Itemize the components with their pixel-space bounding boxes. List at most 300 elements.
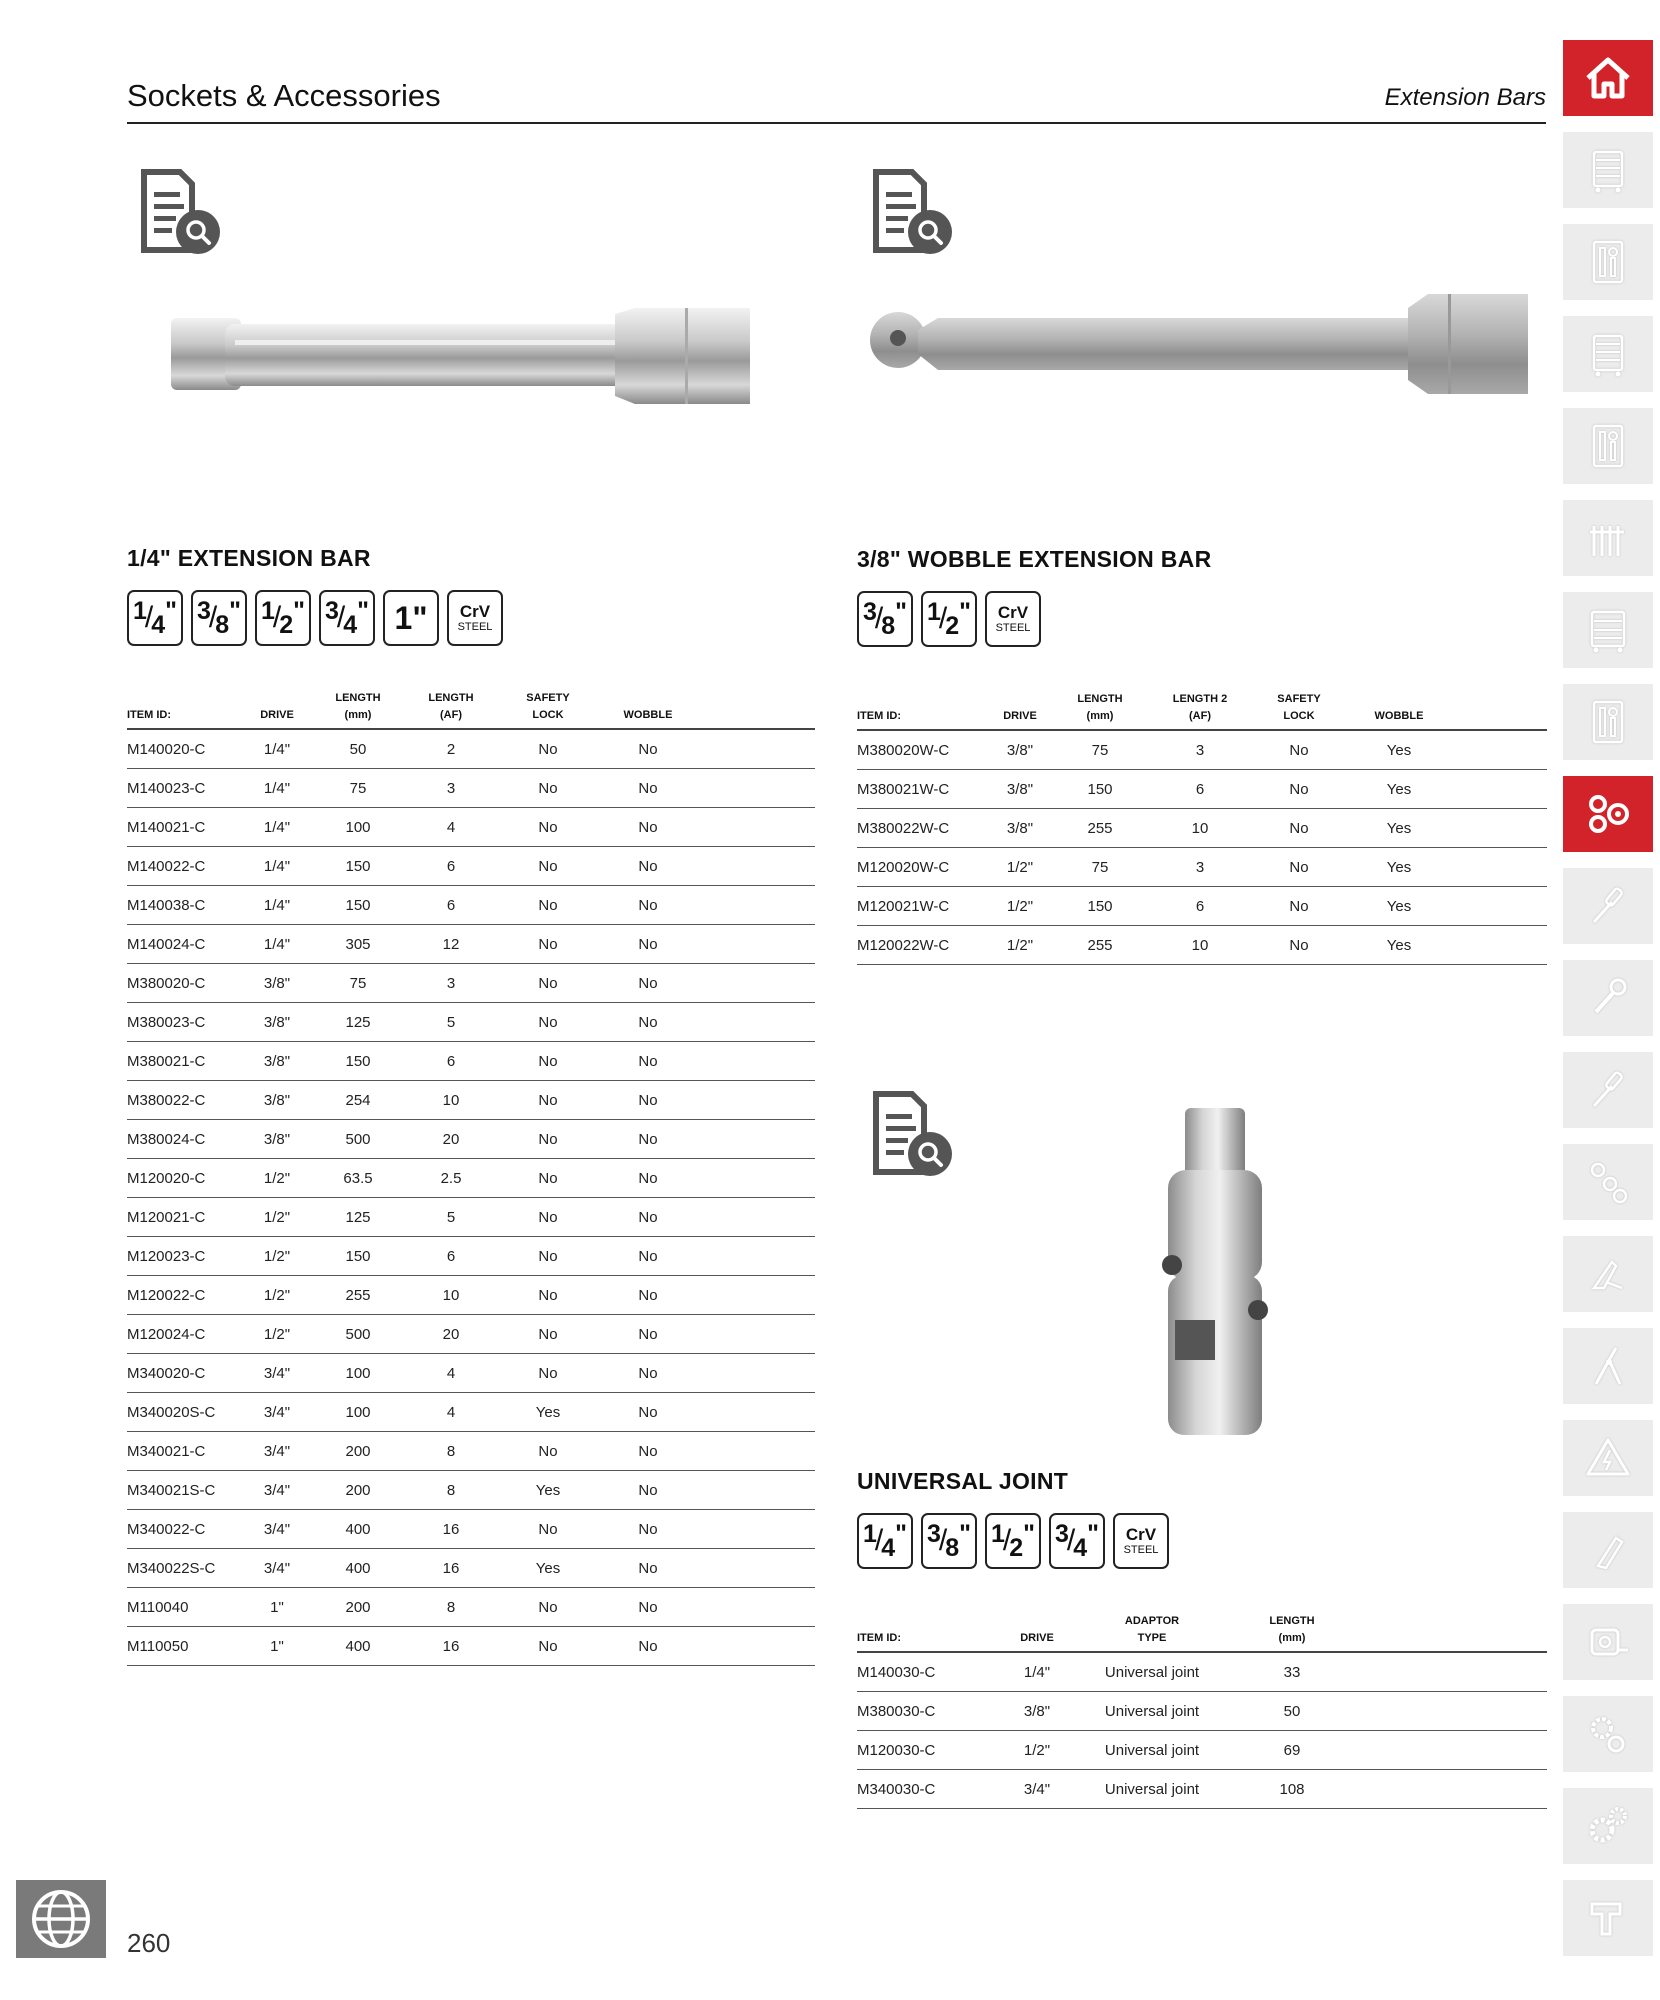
crv-steel-badge: CrV STEEL bbox=[985, 591, 1041, 647]
table-row bbox=[127, 1354, 815, 1393]
cutter-icon bbox=[1582, 1524, 1634, 1576]
table-cell: M340030-C bbox=[857, 1770, 1007, 1809]
gear-chain-icon bbox=[1582, 1708, 1634, 1760]
table-cell: No bbox=[1247, 809, 1351, 848]
table-cell: 75 bbox=[1047, 730, 1153, 770]
table-cell: No bbox=[1247, 926, 1351, 965]
knife-icon bbox=[1582, 1248, 1634, 1300]
table-cell: M120021-C bbox=[127, 1198, 247, 1237]
home-icon bbox=[1582, 52, 1634, 104]
table-row bbox=[127, 1237, 815, 1276]
sidebar-tab[interactable] bbox=[1563, 1328, 1653, 1404]
table-cell: Yes bbox=[493, 1393, 603, 1432]
table-cell: No bbox=[493, 1042, 603, 1081]
table-cell: 1" bbox=[247, 1627, 307, 1666]
table-cell: M110050 bbox=[127, 1627, 247, 1666]
table-cell: M380020-C bbox=[127, 964, 247, 1003]
table-cell: 3/8" bbox=[247, 1081, 307, 1120]
table-cell: No bbox=[493, 1432, 603, 1471]
table-cell: M340022-C bbox=[127, 1510, 247, 1549]
table-cell: 63.5 bbox=[307, 1159, 409, 1198]
table-cell: 8 bbox=[409, 1471, 493, 1510]
product-title: UNIVERSAL JOINT bbox=[857, 1468, 1069, 1494]
warning-icon bbox=[1582, 1432, 1634, 1484]
table-row bbox=[127, 1003, 815, 1042]
sidebar-tab[interactable] bbox=[1563, 776, 1653, 852]
table-cell: 6 bbox=[409, 1042, 493, 1081]
category-sidebar bbox=[1563, 40, 1653, 1972]
table-cell: No bbox=[603, 1276, 693, 1315]
table-row bbox=[127, 964, 815, 1003]
table-cell: Yes bbox=[1351, 770, 1447, 809]
table-cell: M380022W-C bbox=[857, 809, 993, 848]
table-cell: M380030-C bbox=[857, 1692, 1007, 1731]
col-header-safety-lock: SAFETY LOCK bbox=[1247, 691, 1351, 730]
table-cell: Universal joint bbox=[1067, 1731, 1237, 1770]
table-cell: 4 bbox=[409, 1393, 493, 1432]
table-cell: 200 bbox=[307, 1588, 409, 1627]
tape-measure-icon bbox=[1582, 1616, 1634, 1668]
table-cell: 3/4" bbox=[1007, 1770, 1067, 1809]
sidebar-tab[interactable] bbox=[1563, 684, 1653, 760]
table-header-row bbox=[857, 691, 1547, 730]
table-cell: 16 bbox=[409, 1549, 493, 1588]
table-cell: No bbox=[493, 808, 603, 847]
sidebar-tab[interactable] bbox=[1563, 1788, 1653, 1864]
table-cell: 6 bbox=[409, 886, 493, 925]
tool-cabinet-icon bbox=[1582, 328, 1634, 380]
table-cell: 125 bbox=[307, 1003, 409, 1042]
table-row bbox=[127, 1549, 815, 1588]
header-divider bbox=[127, 122, 1546, 124]
table-cell: M140023-C bbox=[127, 769, 247, 808]
table-cell: M380021W-C bbox=[857, 770, 993, 809]
table-cell: M120021W-C bbox=[857, 887, 993, 926]
tool-cabinet-icon bbox=[1582, 144, 1634, 196]
table-cell: 1/2" bbox=[247, 1276, 307, 1315]
table-cell: 16 bbox=[409, 1627, 493, 1666]
table-cell: 400 bbox=[307, 1627, 409, 1666]
table-row bbox=[857, 1692, 1547, 1731]
col-header-drive: DRIVE bbox=[1007, 1613, 1067, 1652]
table-cell: 1/2" bbox=[1007, 1731, 1067, 1770]
table-cell: No bbox=[603, 1081, 693, 1120]
table-cell: 20 bbox=[409, 1120, 493, 1159]
product-title: 1/4" EXTENSION BAR bbox=[127, 545, 371, 571]
sidebar-tab[interactable] bbox=[1563, 1512, 1653, 1588]
col-header-adaptor-type: ADAPTOR TYPE bbox=[1067, 1613, 1237, 1652]
table-cell: 100 bbox=[307, 808, 409, 847]
drive-size-badge: 3 / 4 " bbox=[1049, 1513, 1105, 1569]
tool-trolley-icon bbox=[1582, 604, 1634, 656]
table-cell: M380024-C bbox=[127, 1120, 247, 1159]
table-cell: 10 bbox=[1153, 926, 1247, 965]
table-cell: No bbox=[603, 1198, 693, 1237]
col-header-length-af: LENGTH (AF) bbox=[409, 690, 493, 729]
table-cell: No bbox=[603, 769, 693, 808]
table-cell: No bbox=[1247, 848, 1351, 887]
product-details-icon[interactable] bbox=[866, 1090, 956, 1180]
table-cell: 255 bbox=[307, 1276, 409, 1315]
table-cell: 5 bbox=[409, 1003, 493, 1042]
table-cell: 6 bbox=[409, 1237, 493, 1276]
table-cell: 50 bbox=[307, 729, 409, 769]
table-row bbox=[127, 1588, 815, 1627]
table-cell: M120023-C bbox=[127, 1237, 247, 1276]
table-cell: 50 bbox=[1237, 1692, 1347, 1731]
table-cell: 200 bbox=[307, 1432, 409, 1471]
table-cell: 1/4" bbox=[247, 847, 307, 886]
table-cell: 3/4" bbox=[247, 1471, 307, 1510]
table-row bbox=[857, 848, 1547, 887]
table-row bbox=[127, 1627, 815, 1666]
table-cell: M120022-C bbox=[127, 1276, 247, 1315]
table-cell: 69 bbox=[1237, 1731, 1347, 1770]
table-cell: 1/2" bbox=[247, 1237, 307, 1276]
table-cell: No bbox=[493, 1120, 603, 1159]
sidebar-tab[interactable] bbox=[1563, 132, 1653, 208]
table-cell: No bbox=[493, 1588, 603, 1627]
table-cell: No bbox=[603, 1003, 693, 1042]
table-cell: 10 bbox=[1153, 809, 1247, 848]
table-cell: No bbox=[493, 1510, 603, 1549]
table-row bbox=[857, 809, 1547, 848]
table-cell: 1/4" bbox=[247, 769, 307, 808]
table-cell: No bbox=[603, 1042, 693, 1081]
table-row bbox=[127, 1393, 815, 1432]
table-cell: 4 bbox=[409, 808, 493, 847]
table-cell: 10 bbox=[409, 1276, 493, 1315]
table-cell: Yes bbox=[1351, 848, 1447, 887]
table-cell: 100 bbox=[307, 1393, 409, 1432]
extension-bar-image bbox=[165, 300, 755, 410]
table-cell: 75 bbox=[307, 964, 409, 1003]
product-details-icon[interactable] bbox=[866, 168, 956, 258]
drive-size-badge: 3 / 8 " bbox=[857, 591, 913, 647]
table-cell: 3 bbox=[1153, 848, 1247, 887]
table-cell: 100 bbox=[307, 1354, 409, 1393]
drive-size-badges bbox=[857, 591, 1041, 647]
table-cell: No bbox=[603, 1159, 693, 1198]
table-cell: 3 bbox=[409, 964, 493, 1003]
table-row bbox=[857, 770, 1547, 809]
universal-joint-table bbox=[857, 1613, 1547, 1809]
tool-kit-icon bbox=[1582, 696, 1634, 748]
table-cell: 1/2" bbox=[993, 848, 1047, 887]
drive-size-badge: 1 / 2 " bbox=[921, 591, 977, 647]
wobble-extension-bar-table bbox=[857, 691, 1547, 965]
table-cell: 150 bbox=[1047, 770, 1153, 809]
table-cell: No bbox=[493, 769, 603, 808]
table-cell: 255 bbox=[1047, 809, 1153, 848]
table-cell: M340021S-C bbox=[127, 1471, 247, 1510]
table-cell: 1/4" bbox=[1007, 1652, 1067, 1692]
col-header-length: LENGTH (mm) bbox=[1237, 1613, 1347, 1652]
sidebar-tab[interactable] bbox=[1563, 1604, 1653, 1680]
table-cell: 3 bbox=[1153, 730, 1247, 770]
table-cell: No bbox=[1247, 730, 1351, 770]
table-row bbox=[127, 1081, 815, 1120]
table-cell: 75 bbox=[1047, 848, 1153, 887]
table-cell: No bbox=[603, 1510, 693, 1549]
drive-size-badges bbox=[127, 590, 503, 646]
table-row bbox=[127, 808, 815, 847]
sidebar-tab[interactable] bbox=[1563, 1880, 1653, 1956]
table-row bbox=[127, 847, 815, 886]
table-cell: M140021-C bbox=[127, 808, 247, 847]
table-cell: 6 bbox=[409, 847, 493, 886]
table-cell: 3/8" bbox=[993, 809, 1047, 848]
table-cell: Yes bbox=[1351, 730, 1447, 770]
sidebar-tab[interactable] bbox=[1563, 408, 1653, 484]
table-cell: 400 bbox=[307, 1510, 409, 1549]
table-cell: No bbox=[493, 1159, 603, 1198]
gears-icon bbox=[1582, 1800, 1634, 1852]
table-cell: 5 bbox=[409, 1198, 493, 1237]
table-cell: 1/2" bbox=[993, 926, 1047, 965]
table-cell: 1/4" bbox=[247, 886, 307, 925]
table-cell: 1/2" bbox=[993, 887, 1047, 926]
table-cell: 2.5 bbox=[409, 1159, 493, 1198]
sidebar-tab[interactable] bbox=[1563, 1420, 1653, 1496]
table-cell: M380020W-C bbox=[857, 730, 993, 770]
tool-set-icon bbox=[1582, 512, 1634, 564]
table-cell: No bbox=[493, 886, 603, 925]
table-cell: 1/4" bbox=[247, 729, 307, 769]
table-cell: No bbox=[603, 1588, 693, 1627]
table-header-row bbox=[857, 1613, 1547, 1652]
table-cell: M380021-C bbox=[127, 1042, 247, 1081]
table-cell: 3/8" bbox=[247, 1042, 307, 1081]
table-cell: M120030-C bbox=[857, 1731, 1007, 1770]
drive-size-badge: 3 / 8 " bbox=[921, 1513, 977, 1569]
wrench-icon bbox=[1582, 972, 1634, 1024]
table-cell: 108 bbox=[1237, 1770, 1347, 1809]
table-cell: 305 bbox=[307, 925, 409, 964]
sidebar-tab[interactable] bbox=[1563, 224, 1653, 300]
table-cell: No bbox=[1247, 887, 1351, 926]
table-cell: No bbox=[493, 925, 603, 964]
product-title: 3/8" WOBBLE EXTENSION BAR bbox=[857, 546, 1212, 572]
table-row bbox=[857, 1731, 1547, 1770]
col-header-length-af: LENGTH 2 (AF) bbox=[1153, 691, 1247, 730]
table-header-row bbox=[127, 690, 815, 729]
table-row bbox=[127, 1471, 815, 1510]
table-cell: 1/2" bbox=[247, 1315, 307, 1354]
col-header-length-mm: LENGTH (mm) bbox=[1047, 691, 1153, 730]
col-header-item: ITEM ID: bbox=[857, 691, 993, 730]
table-cell: 3/4" bbox=[247, 1549, 307, 1588]
table-cell: 255 bbox=[1047, 926, 1153, 965]
table-cell: No bbox=[493, 1003, 603, 1042]
sidebar-tab[interactable] bbox=[1563, 1696, 1653, 1772]
table-cell: M120020W-C bbox=[857, 848, 993, 887]
table-cell: 75 bbox=[307, 769, 409, 808]
table-cell: No bbox=[493, 1198, 603, 1237]
table-cell: No bbox=[603, 1432, 693, 1471]
table-cell: No bbox=[493, 1276, 603, 1315]
drive-size-badge: 1 / 2 " bbox=[985, 1513, 1041, 1569]
screwdriver-icon bbox=[1582, 880, 1634, 932]
table-cell: No bbox=[603, 925, 693, 964]
sidebar-tab[interactable] bbox=[1563, 1236, 1653, 1312]
table-cell: 20 bbox=[409, 1315, 493, 1354]
page-number: 260 bbox=[127, 1928, 171, 1958]
table-cell: No bbox=[603, 1627, 693, 1666]
table-cell: 1/2" bbox=[247, 1198, 307, 1237]
table-cell: 1/4" bbox=[247, 925, 307, 964]
table-row bbox=[127, 769, 815, 808]
table-cell: 3/8" bbox=[247, 964, 307, 1003]
table-cell: M340020-C bbox=[127, 1354, 247, 1393]
table-cell: 4 bbox=[409, 1354, 493, 1393]
table-row bbox=[857, 1770, 1547, 1809]
table-cell: No bbox=[493, 1081, 603, 1120]
table-row bbox=[127, 925, 815, 964]
table-cell: 150 bbox=[307, 1042, 409, 1081]
table-row bbox=[127, 1315, 815, 1354]
table-cell: M380022-C bbox=[127, 1081, 247, 1120]
table-row bbox=[857, 730, 1547, 770]
col-header-length-mm: LENGTH (mm) bbox=[307, 690, 409, 729]
table-cell: 1/4" bbox=[247, 808, 307, 847]
table-cell: Yes bbox=[493, 1549, 603, 1588]
page-title: Sockets & Accessories bbox=[127, 78, 441, 113]
table-row bbox=[127, 1432, 815, 1471]
table-cell: Yes bbox=[493, 1471, 603, 1510]
wobble-extension-bar-image bbox=[868, 288, 1538, 398]
sidebar-tab[interactable] bbox=[1563, 500, 1653, 576]
globe-icon bbox=[30, 1888, 92, 1950]
col-header-drive: DRIVE bbox=[993, 691, 1047, 730]
table-cell: 150 bbox=[1047, 887, 1153, 926]
extension-bar-table bbox=[127, 690, 815, 1666]
table-cell: 6 bbox=[1153, 770, 1247, 809]
table-cell: No bbox=[493, 964, 603, 1003]
table-cell: 12 bbox=[409, 925, 493, 964]
table-cell: No bbox=[493, 1237, 603, 1276]
table-row bbox=[857, 887, 1547, 926]
table-cell: Yes bbox=[1351, 926, 1447, 965]
table-cell: 3/4" bbox=[247, 1393, 307, 1432]
sidebar-tab[interactable] bbox=[1563, 1052, 1653, 1128]
table-cell: No bbox=[603, 964, 693, 1003]
table-cell: 10 bbox=[409, 1081, 493, 1120]
tool-kit-icon bbox=[1582, 236, 1634, 288]
table-cell: No bbox=[603, 1120, 693, 1159]
table-cell: No bbox=[493, 1315, 603, 1354]
product-details-icon[interactable] bbox=[134, 168, 224, 258]
table-cell: No bbox=[603, 729, 693, 769]
sidebar-tab[interactable] bbox=[1563, 868, 1653, 944]
table-cell: 200 bbox=[307, 1471, 409, 1510]
table-cell: No bbox=[603, 1471, 693, 1510]
tool-kit-icon bbox=[1582, 420, 1634, 472]
screwdriver-icon bbox=[1582, 1064, 1634, 1116]
table-cell: 3/8" bbox=[247, 1120, 307, 1159]
table-cell: M120022W-C bbox=[857, 926, 993, 965]
table-cell: M140024-C bbox=[127, 925, 247, 964]
table-cell: 150 bbox=[307, 886, 409, 925]
table-cell: No bbox=[603, 1237, 693, 1276]
table-cell: M120024-C bbox=[127, 1315, 247, 1354]
sockets-icon bbox=[1582, 788, 1634, 840]
drive-size-badge: 1 / 2 " bbox=[255, 590, 311, 646]
table-cell: 3/4" bbox=[247, 1432, 307, 1471]
table-cell: M340022S-C bbox=[127, 1549, 247, 1588]
col-header-drive: DRIVE bbox=[247, 690, 307, 729]
table-cell: 500 bbox=[307, 1315, 409, 1354]
drive-size-badge: 3 / 8 " bbox=[191, 590, 247, 646]
sidebar-tab[interactable] bbox=[1563, 592, 1653, 668]
table-row bbox=[127, 1042, 815, 1081]
table-row bbox=[127, 1510, 815, 1549]
bits-icon bbox=[1582, 1156, 1634, 1208]
table-cell: Universal joint bbox=[1067, 1770, 1237, 1809]
col-header-wobble: WOBBLE bbox=[603, 690, 693, 729]
table-cell: Universal joint bbox=[1067, 1692, 1237, 1731]
table-cell: 254 bbox=[307, 1081, 409, 1120]
table-cell: M110040 bbox=[127, 1588, 247, 1627]
table-cell: M340021-C bbox=[127, 1432, 247, 1471]
table-cell: M120020-C bbox=[127, 1159, 247, 1198]
table-cell: 150 bbox=[307, 847, 409, 886]
table-row bbox=[127, 729, 815, 769]
sidebar-tab[interactable] bbox=[1563, 960, 1653, 1036]
table-row bbox=[127, 886, 815, 925]
table-cell: Yes bbox=[1351, 809, 1447, 848]
table-cell: 1/2" bbox=[247, 1159, 307, 1198]
table-cell: No bbox=[603, 1393, 693, 1432]
table-cell: No bbox=[493, 1627, 603, 1666]
table-cell: 150 bbox=[307, 1237, 409, 1276]
table-cell: 16 bbox=[409, 1510, 493, 1549]
table-cell: M140022-C bbox=[127, 847, 247, 886]
table-cell: 3/8" bbox=[1007, 1692, 1067, 1731]
crv-steel-badge: CrV STEEL bbox=[447, 590, 503, 646]
drill-icon bbox=[1582, 1892, 1634, 1944]
col-header-item: ITEM ID: bbox=[857, 1613, 1007, 1652]
drive-size-badge: 1 / 4 " bbox=[857, 1513, 913, 1569]
drive-size-badge: 3 / 4 " bbox=[319, 590, 375, 646]
table-cell: No bbox=[603, 1354, 693, 1393]
table-cell: 125 bbox=[307, 1198, 409, 1237]
table-cell: No bbox=[493, 1354, 603, 1393]
table-cell: 8 bbox=[409, 1432, 493, 1471]
sidebar-tab[interactable] bbox=[1563, 40, 1653, 116]
website-link[interactable] bbox=[16, 1880, 106, 1958]
col-header-safety-lock: SAFETY LOCK bbox=[493, 690, 603, 729]
section-title: Extension Bars bbox=[1384, 84, 1546, 111]
drive-size-badge: 1" bbox=[383, 590, 439, 646]
table-cell: 400 bbox=[307, 1549, 409, 1588]
table-cell: 3 bbox=[409, 769, 493, 808]
table-cell: M380023-C bbox=[127, 1003, 247, 1042]
table-cell: M140038-C bbox=[127, 886, 247, 925]
sidebar-tab[interactable] bbox=[1563, 1144, 1653, 1220]
table-cell: No bbox=[603, 1549, 693, 1588]
table-cell: M340020S-C bbox=[127, 1393, 247, 1432]
table-cell: No bbox=[603, 847, 693, 886]
sidebar-tab[interactable] bbox=[1563, 316, 1653, 392]
drive-size-badge: 1 / 4 " bbox=[127, 590, 183, 646]
col-header-item: ITEM ID: bbox=[127, 690, 247, 729]
table-row bbox=[857, 926, 1547, 965]
table-cell: No bbox=[603, 1315, 693, 1354]
universal-joint-image bbox=[1140, 1100, 1290, 1445]
table-cell: 6 bbox=[1153, 887, 1247, 926]
table-row bbox=[127, 1276, 815, 1315]
